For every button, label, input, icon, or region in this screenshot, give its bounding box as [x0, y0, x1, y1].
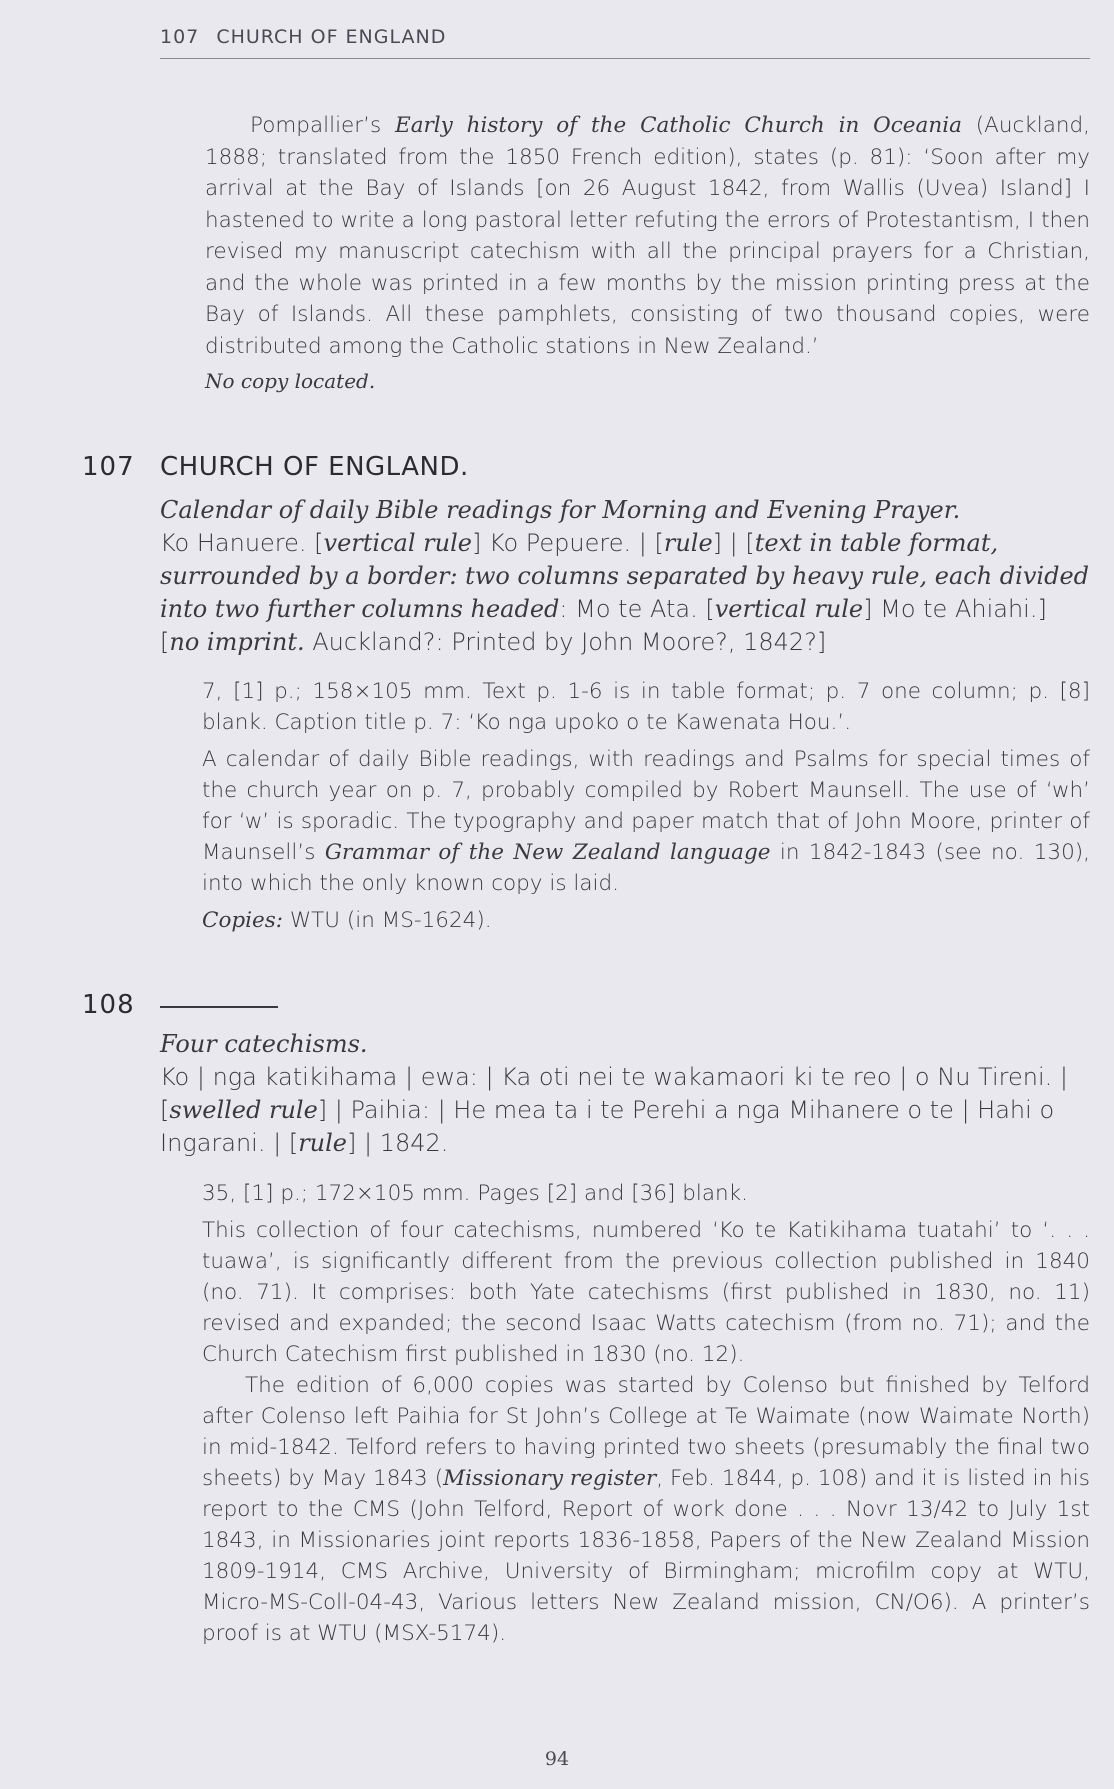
copy-status: No copy located. — [205, 369, 376, 393]
physical-description-108: 35, [1] p.; 172×105 mm. Pages [2] and [36] blank. — [202, 1181, 748, 1206]
entry-title-block-108 — [160, 1028, 1090, 1160]
entry-number-108: 108 — [82, 990, 135, 1020]
running-head-title: CHURCH OF ENGLAND — [216, 26, 447, 48]
copies-107: Copies: WTU (in MS-1624). — [202, 908, 492, 933]
entry-title-block-107 — [160, 494, 1090, 659]
entry-note-107: A calendar of daily Bible readings, with readings and Psalms for special times of the church year on p. 7, probably compiled by Robert Maunsell. The use of ‘wh’ for ‘w’ is sporadic. The typography and paper match that of John Moore, printer of Maunsell’s Grammar of the New Zealand language in 1842-1843 (see no. 130), into which the only known copy is laid. — [202, 747, 1090, 896]
physical-description-107: 7, [1] p.; 158×105 mm. Text p. 1-6 is in table format; p. 7 one column; p. [8] blank. Caption title p. 7: ‘Ko nga upoko o te Kawenata Hou.’. — [202, 679, 1090, 735]
entry-transcription-107: Ko Hanuere. [vertical rule] Ko Pepuere. | [rule] | [text in table format, surrounded by a border: two columns separated by heavy rule, each divided into two further columns headed: Mo te Ata. [vertical rule] Mo te Ahiahi.] [no imprint. Auckland?: Printed by John Moore?, 1842?] — [160, 529, 1090, 656]
page-number: 94 — [544, 1748, 570, 1770]
running-head-number: 107 — [160, 26, 200, 48]
entry-heading-108-dash — [160, 990, 1090, 1020]
running-head — [160, 26, 1090, 59]
entry-body-108 — [202, 1178, 1090, 1655]
book-title: Early history of the Catholic Church in Oceania — [395, 113, 962, 138]
entry-note-108-continued: The edition of 6,000 copies was started by Colenso but finished by Telford after Colenso left Paihia for St John’s College at Te Waimate (now Waimate North) in mid-1842. Telford refers to having printed two sheets (presumably the final two sheets) by May 1843 (Missionary register, Feb. 1844, p. 108) and it is listed in his report to the CMS (John Telford, Report of work done . . . Novr 13/42 to July 1st 1843, in Missionaries joint reports 1836-1858, Papers of the New Zealand Mission 1809-1914, CMS Archive, University of Birmingham; microfilm copy at WTU, Micro-MS-Coll-04-43, Various letters New Zealand mission, CN/O6). A printer’s proof is at WTU (MSX-5174). — [202, 1373, 1090, 1646]
entry-number-107: 107 — [82, 452, 135, 482]
entry-note-108: This collection of four catechisms, numbered ‘Ko te Katikihama tuatahi’ to ‘. . . tuawa’, is significantly different from the previous collection published in 1840 (no. 71). It comprises: both Yate catechisms (first published in 1830, no. 11) revised and expanded; the second Isaac Watts catechism (from no. 71); and the Church Catechism first published in 1830 (no. 12). — [202, 1218, 1090, 1367]
entry-heading-107: CHURCH OF ENGLAND. — [160, 452, 469, 482]
entry-title-108: Four catechisms. — [160, 1030, 368, 1058]
entry-body-107 — [202, 676, 1090, 942]
entry-transcription-108: Ko | nga katikihama | ewa: | Ka oti nei te wakamaori ki te reo | o Nu Tireni. | [swelled rule] | Paihia: | He mea ta i te Perehi a nga Mihanere o te | Hahi o Ingarani. | [rule] | 1842. — [160, 1063, 1068, 1157]
entry-title-107: Calendar of daily Bible readings for Morning and Evening Prayer. — [160, 496, 961, 524]
previous-entry-paragraph: Pompallier’s Early history of the Catholic Church in Oceania (Auckland, 1888; translated from the 1850 French edition), states (p. 81): ‘Soon after my arrival at the Bay of Islands [on 26 August 1842, from Wallis (Uvea) Island] I hastened to write a long pastoral letter refuting the errors of Protestantism, I then revised my manuscript catechism with all the principal prayers for a Christian, and the whole was printed in a few months by the mission printing press at the Bay of Islands. All these pamphlets, consisting of two thousand copies, were distributed among the Catholic stations in New Zealand.’ — [205, 113, 1091, 359]
previous-entry-note — [205, 110, 1090, 398]
